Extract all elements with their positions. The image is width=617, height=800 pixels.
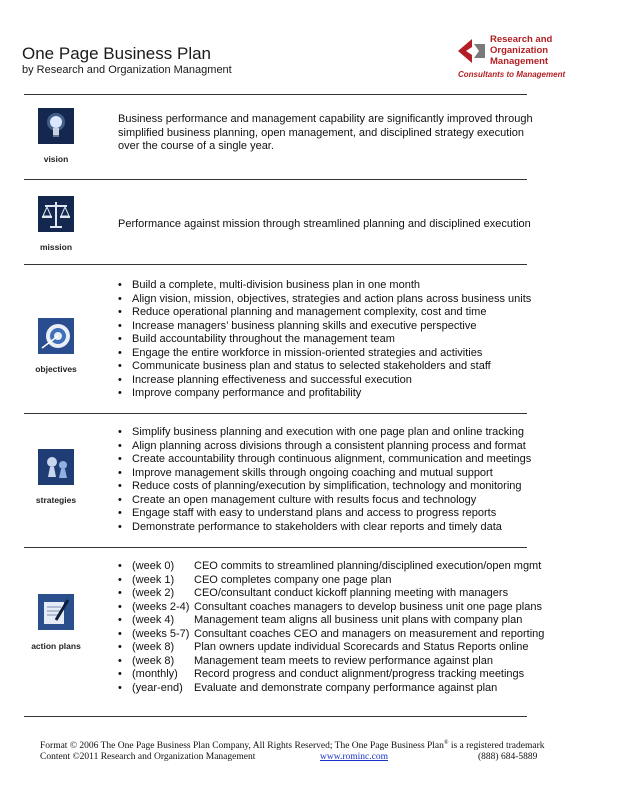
objective-item: • Build a complete, multi-division business plan in one month bbox=[118, 279, 531, 293]
website-link[interactable]: www.rominc.com bbox=[320, 752, 388, 762]
action-plan-item bbox=[118, 668, 544, 682]
logo-tagline: Consultants to Management bbox=[458, 70, 566, 79]
objective-item: • Increase planning effectiveness and successful execution bbox=[118, 374, 531, 388]
action-plan-what: CEO completes company one page plan bbox=[194, 573, 392, 586]
action-plan-what: Consultant coaches CEO and managers on measurement and reporting bbox=[194, 627, 545, 640]
action-plan-when: (week 8) bbox=[132, 654, 175, 667]
objective-item: • Increase managers’ business planning skills and executive perspective bbox=[118, 320, 531, 334]
action-plan-when: (weeks 5-7) bbox=[132, 627, 190, 640]
divider bbox=[24, 94, 527, 95]
action-plans-image bbox=[38, 594, 74, 630]
objectives-image bbox=[38, 318, 74, 354]
action-plans-label: action plans bbox=[31, 641, 81, 651]
objectives-list bbox=[118, 279, 531, 401]
objective-item: • Reduce operational planning and management complexity, cost and time bbox=[118, 306, 531, 320]
action-plan-when: (week 2) bbox=[132, 587, 175, 599]
action-plan-what: Consultant coaches managers to develop business unit one page plans bbox=[194, 600, 542, 613]
action-plan-what: Management team aligns all business unit plans with company plan bbox=[194, 614, 523, 626]
strategy-item: • Create an open management culture with results focus and technology bbox=[118, 494, 531, 508]
action-plan-when: (week 0) bbox=[132, 560, 175, 572]
action-plan-item bbox=[118, 601, 544, 615]
footer-content-credit: Content ©2011 Research and Organization Management bbox=[40, 752, 256, 762]
objectives-label: objectives bbox=[35, 364, 77, 374]
action-plan-when: (year-end) bbox=[132, 681, 183, 694]
action-plan-what: Plan owners update individual Scorecards and Status Reports online bbox=[194, 641, 529, 653]
action-plan-item bbox=[118, 628, 544, 642]
action-plan-item bbox=[118, 574, 544, 588]
strategy-item: • Create accountability through continuous alignment, communication and meetings bbox=[118, 453, 531, 467]
action-plan-what: Management team meets to review performance against plan bbox=[194, 654, 493, 667]
objective-item: • Align vision, mission, objectives, strategies and action plans across business units bbox=[118, 293, 531, 307]
strategy-item: • Align planning across divisions through a consistent planning process and format bbox=[118, 440, 531, 454]
strategies-label: strategies bbox=[35, 495, 77, 505]
chess-icon bbox=[38, 449, 74, 485]
vision-text: Business performance and management capability are significantly improved through simplified business planning, open management, and disciplined strategy execution over the course of a single year. bbox=[118, 113, 533, 152]
objective-item: • Build accountability throughout the management team bbox=[118, 333, 531, 347]
action-plan-item bbox=[118, 682, 544, 696]
phone-number: (888) 684-5889 bbox=[478, 752, 538, 762]
action-plan-item bbox=[118, 614, 544, 628]
strategy-item: • Engage staff with easy to understand plans and access to progress reports bbox=[118, 507, 531, 521]
page-title: One Page Business Plan bbox=[22, 44, 212, 63]
action-plan-what: CEO/consultant conduct kickoff planning meeting with managers bbox=[194, 587, 509, 599]
pen-icon bbox=[38, 594, 74, 630]
divider bbox=[24, 547, 527, 548]
strategies-image bbox=[38, 449, 74, 485]
mission-label: mission bbox=[39, 242, 73, 252]
action-plan-what: Record progress and conduct alignment/progress tracking meetings bbox=[194, 668, 525, 680]
logo-mark-icon bbox=[456, 36, 486, 66]
divider bbox=[24, 413, 527, 414]
action-plan-when: (monthly) bbox=[132, 668, 178, 680]
company-logo bbox=[456, 32, 606, 84]
footer-contact bbox=[40, 752, 538, 762]
footer-copyright: Format © 2006 The One Page Business Plan Company, All Rights Reserved; The One Page Business Plan® is a registered trademark bbox=[40, 740, 545, 752]
page-subtitle: by Research and Organization Managment bbox=[22, 64, 232, 76]
vision-image bbox=[38, 108, 74, 144]
objective-item: • Improve company performance and profitability bbox=[118, 387, 531, 401]
vision-label: vision bbox=[43, 154, 69, 164]
divider bbox=[24, 716, 527, 717]
action-plan-what: Evaluate and demonstrate company performance against plan bbox=[194, 681, 498, 694]
strategy-item: • Demonstrate performance to stakeholders with clear reports and timely data bbox=[118, 521, 531, 535]
strategy-item: • Reduce costs of planning/execution by simplification, technology and monitoring bbox=[118, 480, 531, 494]
action-plan-item bbox=[118, 560, 544, 574]
strategies-list bbox=[118, 426, 531, 534]
action-plan-when: (weeks 2-4) bbox=[132, 600, 190, 613]
logo-name: Research and Organization Management bbox=[490, 34, 553, 67]
divider bbox=[24, 264, 527, 265]
action-plan-item bbox=[118, 587, 544, 601]
strategy-item: • Simplify business planning and execution with one page plan and online tracking bbox=[118, 426, 531, 440]
action-plan-when: (week 8) bbox=[132, 641, 175, 653]
objective-item: • Engage the entire workforce in mission-oriented strategies and activities bbox=[118, 347, 531, 361]
strategy-item: • Improve management skills through ongoing coaching and mutual support bbox=[118, 467, 531, 481]
action-plan-item bbox=[118, 655, 544, 669]
scales-icon bbox=[38, 196, 74, 232]
divider bbox=[24, 179, 527, 180]
action-plan-item bbox=[118, 641, 544, 655]
mission-text: Performance against mission through streamlined planning and disciplined execution bbox=[118, 218, 531, 230]
mission-image bbox=[38, 196, 74, 232]
target-icon bbox=[38, 318, 74, 354]
objective-item: • Communicate business plan and status to selected stakeholders and staff bbox=[118, 360, 531, 374]
lightbulb-icon bbox=[38, 108, 74, 144]
action-plans-list bbox=[118, 560, 544, 695]
action-plan-when: (week 1) bbox=[132, 573, 175, 586]
action-plan-when: (week 4) bbox=[132, 614, 175, 626]
action-plan-what: CEO commits to streamlined planning/disciplined execution/open mgmt bbox=[194, 560, 542, 572]
